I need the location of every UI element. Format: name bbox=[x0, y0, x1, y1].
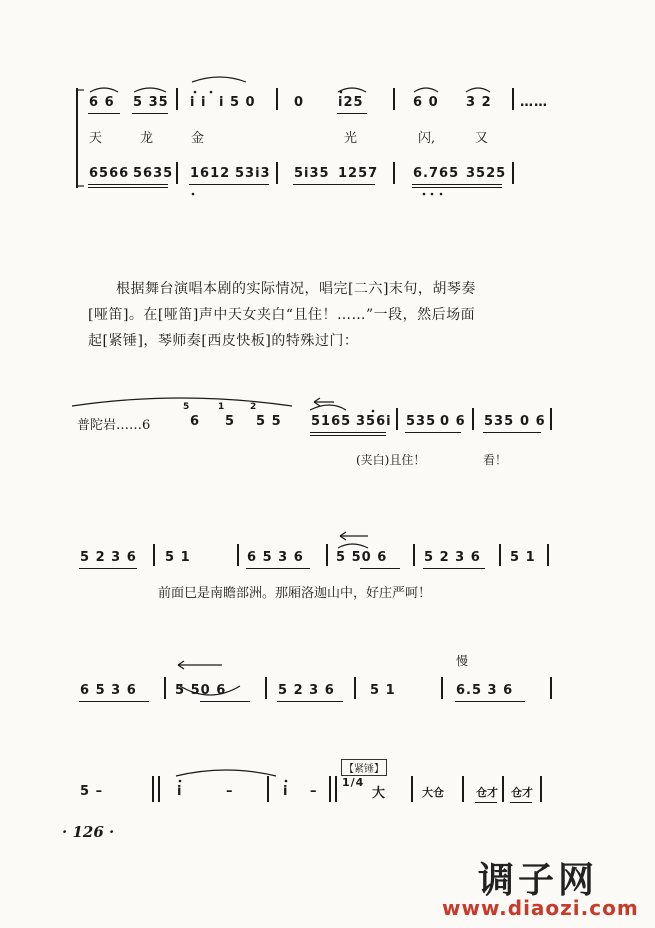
note-group: 6 6 bbox=[89, 95, 115, 110]
note-group: i i bbox=[190, 95, 207, 110]
note-group: 5 5 bbox=[256, 414, 282, 429]
accomp-group: 53i3 bbox=[235, 166, 271, 181]
lead-in-text: 普陀岩……6 bbox=[77, 418, 151, 433]
note-group: i bbox=[283, 784, 289, 799]
prose-line: 起[紧锤]，琴师奏[西皮快板]的特殊过门： bbox=[88, 333, 359, 349]
lyric-char: 金 bbox=[191, 131, 205, 146]
watermark-title: 调子网 bbox=[478, 860, 599, 901]
note-group: 5 1 bbox=[510, 550, 536, 565]
accomp-group: 6.765 bbox=[413, 166, 460, 181]
prose-line: 根据舞台演唱本剧的实际情况，唱完[二六]末句，胡琴奏 bbox=[116, 281, 476, 297]
percussion-syllable: 大 bbox=[372, 786, 386, 801]
percussion-syllable: 仓才 bbox=[511, 786, 533, 799]
note-group: – bbox=[310, 784, 318, 799]
lyric-char: 龙 bbox=[140, 131, 154, 146]
note-group: – bbox=[226, 784, 234, 799]
note-group: 5 2 3 6 bbox=[278, 683, 335, 698]
note-group: i bbox=[177, 784, 183, 799]
grace-note: 5 bbox=[183, 402, 191, 412]
note-group: 5 bbox=[225, 414, 236, 429]
note-group: 5 35 bbox=[133, 95, 169, 110]
lyric-char: 天 bbox=[89, 131, 103, 146]
note-group: 356i bbox=[356, 414, 392, 429]
grace-note: 2 bbox=[250, 402, 258, 412]
note-group: 6 5 3 6 bbox=[80, 683, 137, 698]
percussion-syllable: 仓才 bbox=[476, 786, 498, 799]
note-group: 6 5 3 6 bbox=[247, 550, 304, 565]
accomp-group: 3525 bbox=[466, 166, 507, 181]
percussion-syllable: 大仓 bbox=[422, 786, 444, 799]
watermark-url: www.diaozi.com bbox=[442, 896, 639, 920]
note-group: 6 0 bbox=[413, 95, 439, 110]
note-group: 5 – bbox=[80, 784, 104, 799]
note-group: 3 2 bbox=[466, 95, 492, 110]
spoken-interjection: 看！ bbox=[483, 453, 508, 467]
accomp-group: 6566 bbox=[89, 166, 130, 181]
lyric-line: 前面巳是南瞻部洲。那厢洛迦山中，好庄严呵！ bbox=[158, 586, 432, 601]
note-group: i25 bbox=[338, 95, 364, 110]
lyric-char: 光 bbox=[344, 131, 358, 146]
note-group: 5 50 6 bbox=[336, 550, 388, 565]
grace-note: 1 bbox=[218, 402, 226, 412]
time-signature: 1/4 bbox=[342, 776, 365, 789]
note-group: 0 bbox=[294, 95, 305, 110]
continuation-dots: …… bbox=[520, 95, 548, 110]
page-number: · 126 · bbox=[62, 823, 115, 841]
note-group: 5165 bbox=[311, 414, 352, 429]
accomp-group: 1257 bbox=[338, 166, 379, 181]
note-group: 5 1 bbox=[165, 550, 191, 565]
spoken-interjection: (夹白)且住！ bbox=[356, 453, 426, 467]
note-group: 5 1 bbox=[370, 683, 396, 698]
lyric-char: 又 bbox=[475, 131, 489, 146]
note-group: i 5 0 bbox=[219, 95, 256, 110]
note-group: 0 6 bbox=[520, 414, 546, 429]
note-group: 6.5 3 6 bbox=[456, 683, 514, 698]
lyric-char: 闪, bbox=[418, 131, 436, 146]
note-group: 6 bbox=[190, 414, 201, 429]
note-group: 535 bbox=[484, 414, 515, 429]
accomp-group: 5635 bbox=[133, 166, 174, 181]
note-group: 5 2 3 6 bbox=[424, 550, 481, 565]
percussion-section-label: 【紧锤】 bbox=[341, 759, 387, 776]
note-group: 5 50 6 bbox=[175, 683, 227, 698]
tempo-marking: 慢 bbox=[456, 654, 469, 668]
note-group: 0 6 bbox=[440, 414, 466, 429]
prose-line: [哑笛]。在[哑笛]声中天女夹白“且住！……”一段，然后场面 bbox=[88, 307, 476, 323]
note-group: 535 bbox=[406, 414, 437, 429]
accomp-group: 1612 bbox=[190, 166, 231, 181]
note-group: 5 2 3 6 bbox=[80, 550, 137, 565]
accomp-group: 5i35 bbox=[294, 166, 330, 181]
